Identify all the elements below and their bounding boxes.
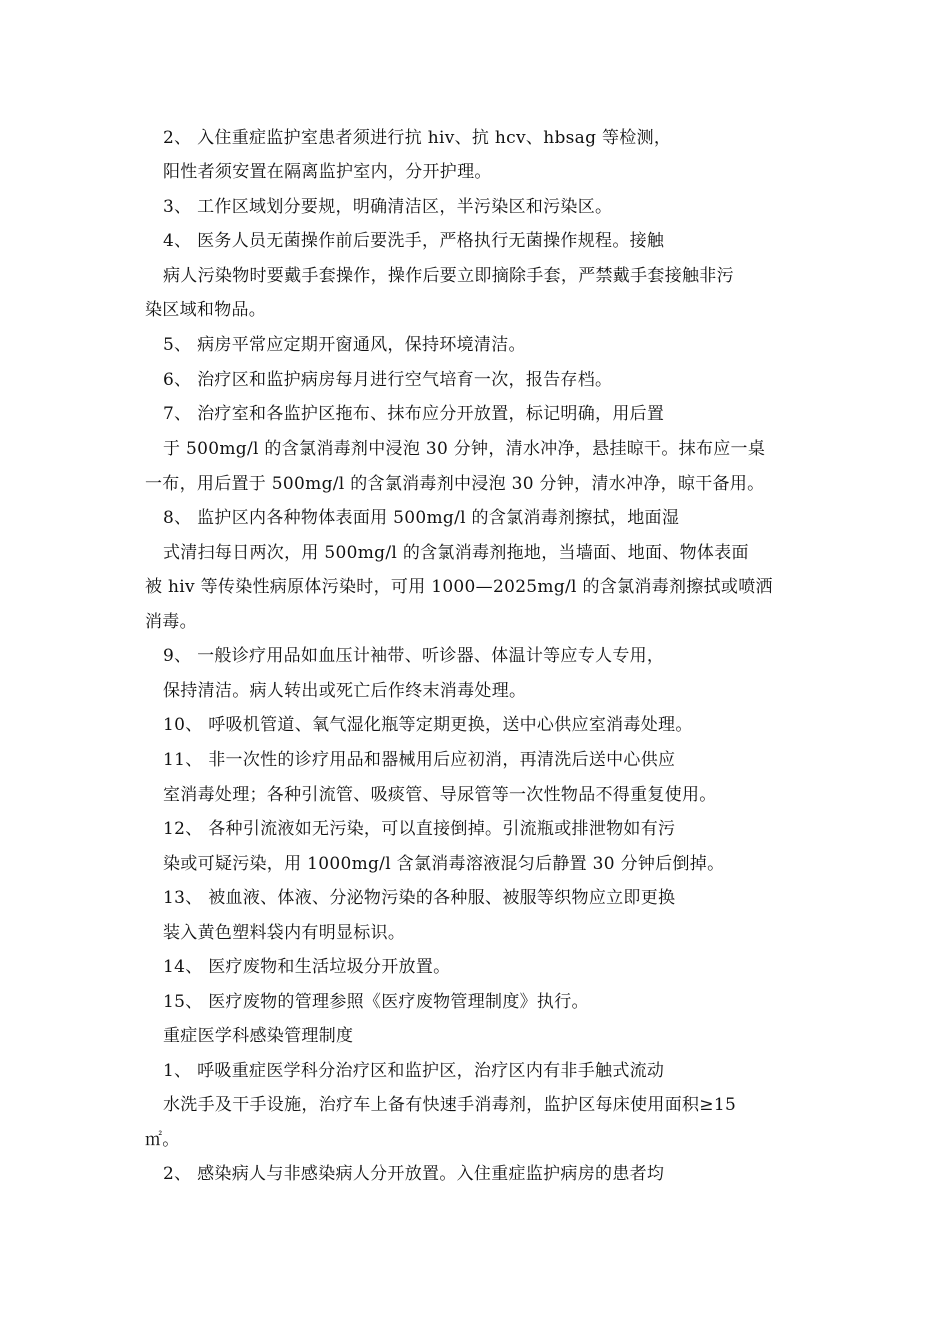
paragraph-line: 11、 非一次性的诊疗用品和器械用后应初消，再清洗后送中心供应: [163, 750, 676, 770]
paragraph-line: 装入黄色塑料袋内有明显标识。: [163, 923, 406, 943]
paragraph-line: 6、 治疗区和监护病房每月进行空气培育一次，报告存档。: [163, 370, 613, 390]
paragraph-line: 保持清洁。病人转出或死亡后作终末消毒处理。: [163, 681, 527, 701]
paragraph-line: 阳性者须安置在隔离监护室内，分开护理。: [163, 162, 492, 182]
paragraph-line: 4、 医务人员无菌操作前后要洗手，严格执行无菌操作规程。接触: [163, 231, 665, 251]
paragraph-line: 2、 入住重症监护室患者须进行抗 hiv、抗 hcv、hbsag 等检测，: [163, 128, 672, 148]
paragraph-line: 1、 呼吸重症医学科分治疗区和监护区，治疗区内有非手触式流动: [163, 1061, 665, 1081]
paragraph-line: 染或可疑污染，用 1000mg/l 含氯消毒溶液混匀后静置 30 分钟后倒掉。: [163, 854, 725, 874]
paragraph-line: 3、 工作区域划分要规，明确清洁区，半污染区和污染区。: [163, 197, 613, 217]
paragraph-line: 5、 病房平常应定期开窗通风，保持环境清洁。: [163, 335, 526, 355]
paragraph-line: 2、 感染病人与非感染病人分开放置。入住重症监护病房的患者均: [163, 1164, 665, 1184]
paragraph-line: 室消毒处理；各种引流管、吸痰管、导尿管等一次性物品不得重复使用。: [163, 785, 717, 805]
paragraph-line: 消毒。: [145, 612, 197, 632]
paragraph-line: 一布，用后置于 500mg/l 的含氯消毒剂中浸泡 30 分钟，清水冲净，晾干备用。: [145, 474, 765, 494]
paragraph-line: ㎡。: [145, 1130, 180, 1150]
paragraph-line: 9、 一般诊疗用品如血压计袖带、听诊器、体温计等应专人专用，: [163, 646, 665, 666]
paragraph-line: 染区域和物品。: [145, 300, 267, 320]
paragraph-line: 式清扫每日两次，用 500mg/l 的含氯消毒剂拖地，当墙面、地面、物体表面: [163, 543, 749, 563]
paragraph-line: 病人污染物时要戴手套操作，操作后要立即摘除手套，严禁戴手套接触非污: [163, 266, 734, 286]
paragraph-line: 14、 医疗废物和生活垃圾分开放置。: [163, 957, 451, 977]
paragraph-line: 12、 各种引流液如无污染，可以直接倒掉。引流瓶或排泄物如有污: [163, 819, 676, 839]
paragraph-line: 13、 被血液、体液、分泌物污染的各种服、被服等织物应立即更换: [163, 888, 676, 908]
paragraph-line: 10、 呼吸机管道、氧气湿化瓶等定期更换，送中心供应室消毒处理。: [163, 715, 693, 735]
paragraph-line: 于 500mg/l 的含氯消毒剂中浸泡 30 分钟，清水冲净，悬挂晾干。抹布应一桌: [163, 439, 766, 459]
paragraph-line: 7、 治疗室和各监护区拖布、抹布应分开放置，标记明确，用后置: [163, 404, 665, 424]
paragraph-line: 被 hiv 等传染性病原体污染时，可用 1000—2025mg/l 的含氯消毒剂擦拭或喷洒: [145, 577, 773, 597]
section-title: 重症医学科感染管理制度: [163, 1026, 354, 1046]
paragraph-line: 8、 监护区内各种物体表面用 500mg/l 的含氯消毒剂擦拭，地面湿: [163, 508, 680, 528]
paragraph-line: 水洗手及干手设施，治疗车上备有快速手消毒剂，监护区每床使用面积≥15: [163, 1095, 737, 1115]
paragraph-line: 15、 医疗废物的管理参照《医疗废物管理制度》执行。: [163, 992, 589, 1012]
